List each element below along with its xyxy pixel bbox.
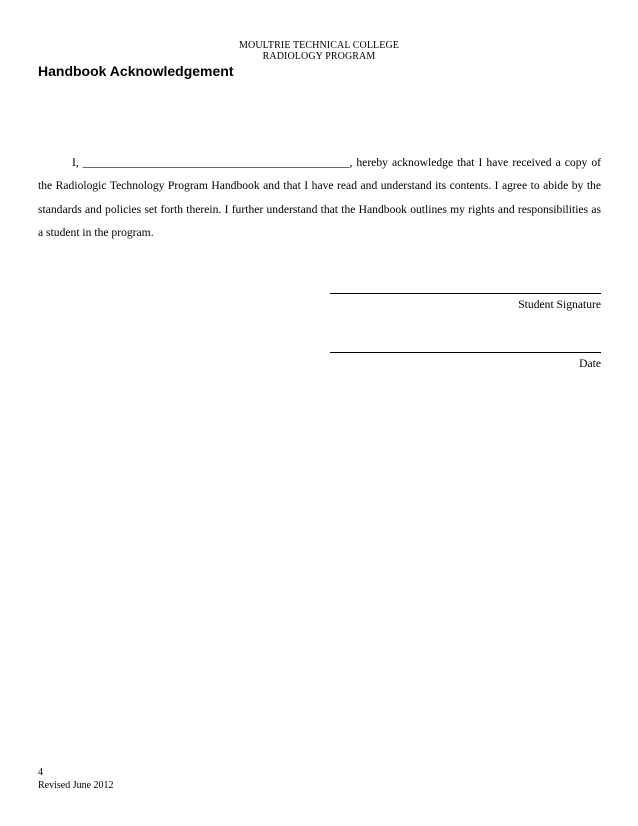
document-header [0,40,638,62]
revision-date: Revised June 2012 [38,780,114,791]
student-signature-line[interactable] [330,293,601,294]
program-name: RADIOLOGY PROGRAM [262,51,376,62]
date-label: Date [579,357,601,370]
acknowledgement-statement [38,151,601,244]
date-line[interactable] [330,352,601,353]
page-number: 4 [38,767,43,778]
statement-lead: I, [72,156,79,169]
college-name: MOULTRIE TECHNICAL COLLEGE [239,40,399,51]
page-footer [38,766,114,792]
date-block [330,352,601,371]
student-signature-block [330,293,601,312]
page-title: Handbook Acknowledgement [38,63,234,79]
statement-text: , hereby acknowledge that I have received a copy of the Radiologic Technology Program Handbook and that I have read and understand its contents. I agree to abide by the standards and policies set forth therein. I further understand that the Handbook outlines my rights and responsibilities as a student in the program. [38,156,601,239]
student-signature-label: Student Signature [518,298,601,311]
name-blank: ______________________________________________ [82,156,350,169]
